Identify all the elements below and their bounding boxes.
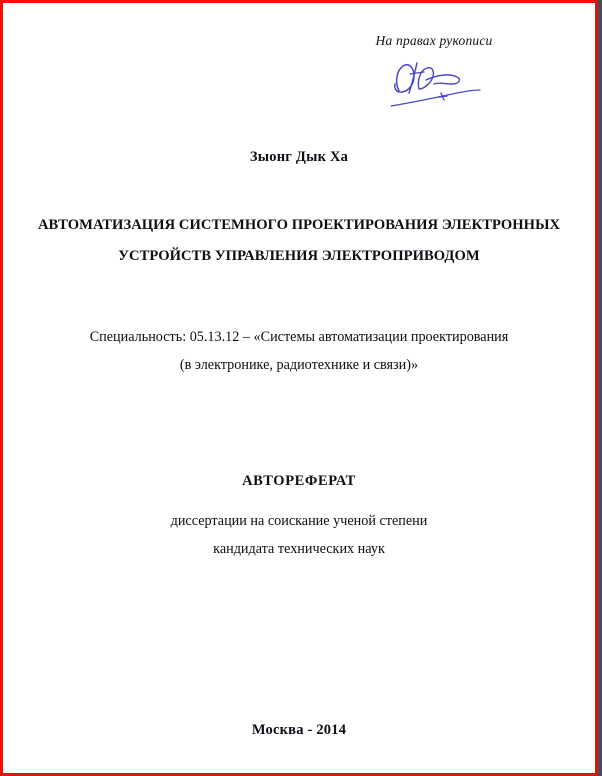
degree-block: [3, 507, 595, 563]
specialty-block: [23, 323, 575, 379]
degree-line-1: диссертации на соискание ученой степени: [170, 513, 428, 529]
page-border-right-shadow: [598, 0, 602, 776]
page-content: [3, 3, 595, 773]
title-line-2: УСТРОЙСТВ УПРАВЛЕНИЯ ЭЛЕКТРОПРИВОДОМ: [118, 248, 480, 264]
abstract-heading: АВТОРЕФЕРАТ: [242, 473, 356, 489]
manuscript-block: [319, 33, 549, 109]
page-border-right: [595, 0, 598, 776]
author-name: Зыонг Дык Ха: [249, 149, 349, 165]
manuscript-note: На правах рукописи: [375, 33, 493, 48]
title-line-1: АВТОМАТИЗАЦИЯ СИСТЕМНОГО ПРОЕКТИРОВАНИЯ ЭЛЕКТРОННЫХ: [37, 217, 561, 233]
imprint-place-year: Москва - 2014: [251, 722, 347, 738]
specialty-line-2: (в электронике, радиотехнике и связи)»: [179, 357, 419, 373]
specialty-line-1: Специальность: 05.13.12 – «Системы автоматизации проектирования: [89, 329, 509, 345]
document-title: [33, 210, 565, 272]
page-sheet: [3, 3, 595, 773]
handwritten-signature-icon: [379, 53, 489, 109]
degree-line-2: кандидата технических наук: [213, 541, 385, 557]
